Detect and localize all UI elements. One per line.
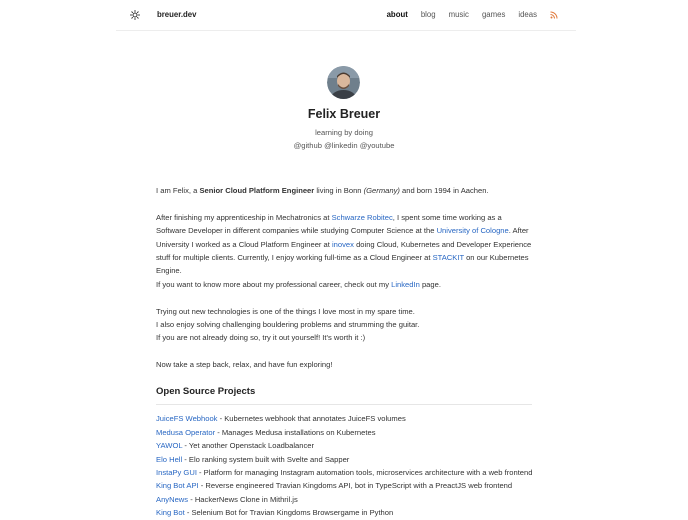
projects-heading: Open Source Projects — [156, 386, 256, 398]
project-desc: - HackerNews Clone in Mithril.js — [188, 494, 298, 504]
university-link[interactable]: University of Cologne — [436, 226, 509, 236]
project-link[interactable]: King Bot API — [156, 481, 199, 491]
project-link[interactable]: AnyNews — [156, 494, 189, 504]
avatar — [327, 66, 360, 99]
project-item — [156, 412, 532, 425]
linkedin-page-link[interactable]: LinkedIn — [391, 279, 420, 289]
project-item — [156, 453, 532, 466]
project-desc: - Yet another Openstack Loadbalancer — [182, 441, 315, 451]
project-item — [156, 466, 532, 479]
text: I am Felix, a — [156, 186, 200, 195]
text: After finishing my apprenticeship in Mechatronics at — [156, 212, 332, 222]
sun-icon[interactable] — [130, 10, 140, 20]
project-item — [156, 426, 532, 439]
text: If you want to know more about my professional career, check out my — [156, 279, 392, 289]
project-item — [156, 479, 532, 492]
youtube-link[interactable]: @youtube — [359, 141, 395, 150]
intro-paragraph — [156, 184, 532, 197]
project-link[interactable]: InstaPy GUI — [156, 468, 197, 478]
github-link[interactable]: @github — [293, 141, 322, 150]
text: doing Cloud, Kubernetes and Developer Experience stuff for multiple clients. Currently, I enjoy working full-time as a Cloud Engineer at — [156, 239, 532, 263]
nav-music[interactable]: music — [448, 10, 469, 19]
hobbies-paragraph — [156, 305, 532, 345]
project-link[interactable]: JuiceFS Webhook — [156, 414, 218, 424]
nav-about[interactable]: about — [386, 10, 408, 19]
text: , I spent some time working as a Software Developer in different companies while studying Computer Science at the — [156, 212, 502, 236]
text: . After University I worked as a Cloud Platform Engineer at — [156, 226, 529, 249]
rss-icon[interactable] — [550, 11, 558, 19]
text: Trying out new technologies is one of the things I love most in my spare time. — [156, 306, 415, 316]
project-desc: - Elo ranking system built with Svelte and Sapper — [182, 454, 350, 464]
country: (Germany) — [363, 186, 400, 195]
stackit-link[interactable]: STACKIT — [432, 253, 464, 263]
career-paragraph — [156, 211, 532, 291]
project-desc: - Reverse engineered Travian Kingdoms API, bot in TypeScript with a PreactJS web frontend — [198, 481, 513, 491]
text: on our Kubernetes Engine. — [156, 253, 529, 276]
text: living in Bonn — [314, 186, 364, 195]
site-title[interactable]: breuer.dev — [157, 10, 197, 19]
text: I also enjoy solving challenging bouldering problems and strumming the guitar. — [156, 320, 420, 330]
about-content — [156, 184, 532, 520]
main-nav — [387, 10, 558, 19]
linkedin-link[interactable]: @linkedin — [324, 141, 358, 150]
text: page. — [419, 279, 441, 289]
project-item — [156, 506, 532, 519]
project-link[interactable]: Elo Hell — [156, 454, 183, 464]
project-link[interactable]: Medusa Operator — [156, 427, 216, 437]
profile-tagline: learning by doing — [315, 128, 373, 137]
social-links — [0, 141, 688, 150]
job-title: Senior Cloud Platform Engineer — [199, 186, 315, 195]
schwarze-robitec-link[interactable]: Schwarze Robitec — [331, 212, 393, 222]
text: If you are not already doing so, try it out yourself! It's worth it :) — [156, 333, 366, 343]
project-desc: - Selenium Bot for Travian Kingdoms Browsergame in Python — [184, 508, 394, 518]
site-header — [116, 0, 576, 31]
nav-ideas[interactable]: ideas — [518, 10, 537, 19]
profile-name: Felix Breuer — [307, 107, 381, 121]
project-item — [156, 493, 532, 506]
nav-games[interactable]: games — [481, 10, 506, 19]
project-item — [156, 439, 532, 452]
project-desc: - Platform for managing Instagram automation tools, microservices architecture with a web frontend — [196, 468, 533, 478]
divider — [156, 404, 532, 405]
project-link[interactable]: King Bot — [156, 508, 185, 518]
nav-blog[interactable]: blog — [420, 10, 436, 19]
project-desc: - Kubernetes webhook that annotates JuiceFS volumes — [217, 414, 406, 424]
project-link[interactable]: YAWOL — [156, 441, 183, 451]
inovex-link[interactable]: inovex — [332, 239, 354, 249]
text: and born 1994 in Aachen. — [399, 186, 489, 195]
closing-paragraph: Now take a step back, relax, and have fun exploring! — [156, 360, 333, 370]
project-desc: - Manages Medusa installations on Kubernetes — [215, 427, 376, 437]
